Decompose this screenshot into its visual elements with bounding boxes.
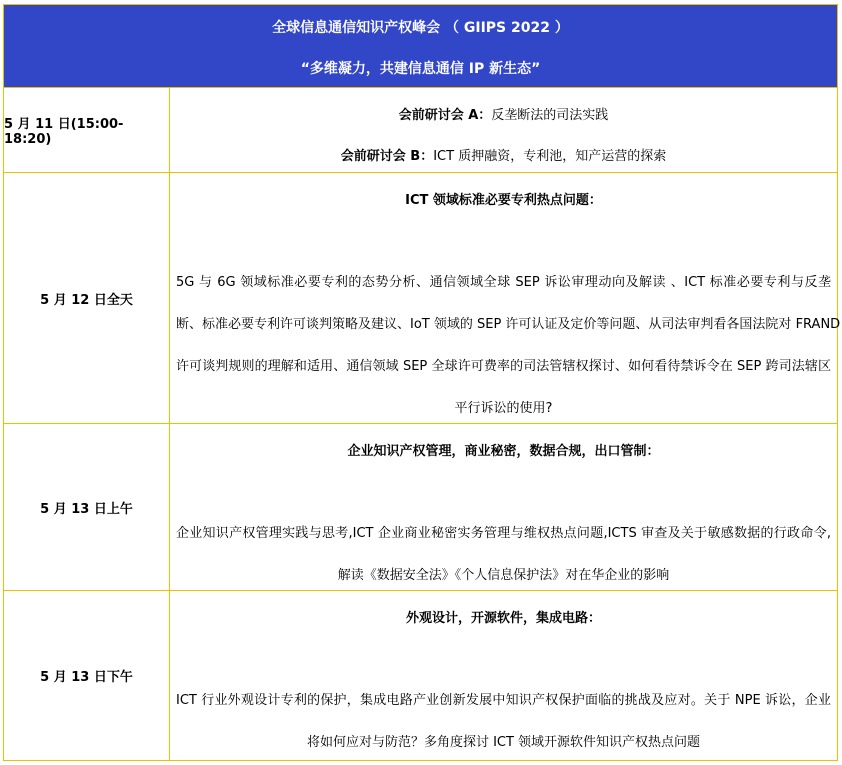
session-text-line: 解读《数据安全法》《个人信息保护法》对在华企业的影响 [337, 568, 670, 583]
date-cell: 5 月 13 日上午 [4, 424, 170, 590]
content-cell [170, 88, 837, 172]
session-text-line: 将如何应对与防范？多角度探讨 ICT 领域开源软件知识产权热点问题 [306, 735, 701, 750]
session-text-line: ICT 行业外观设计专利的保护，集成电路产业创新发展中知识产权保护面临的挑战及应对。关于 NPE 诉讼，企业 [176, 693, 831, 708]
table-header [4, 5, 837, 87]
seminar-a-label: 会前研讨会 A： [398, 108, 492, 123]
content-cell [170, 173, 841, 423]
session-text-line: 5G 与 6G 领域标准必要专利的态势分析、通信领域全球 SEP 诉讼审理动向及解读 、ICT 标准必要专利与反垄 [176, 275, 831, 290]
session-text-line: 断、标准必要专利许可谈判策略及建议、IoT 领域的 SEP 许可认证及定价等问题、从司法审判看各国法院对 FRAND [176, 317, 841, 332]
table-row [4, 590, 837, 760]
session-text-line: 许可谈判规则的理解和适用、通信领域 SEP 全球许可费率的司法管辖权探讨、如何看待禁诉令在 SEP 跨司法辖区 [176, 359, 831, 374]
table-row [4, 172, 841, 423]
table-row [4, 423, 837, 590]
session-heading: 外观设计，开源软件，集成电路： [405, 611, 601, 626]
content-cell [170, 424, 837, 590]
session-text-line: 企业知识产权管理实践与思考,ICT 企业商业秘密实务管理与维权热点问题,ICTS 审查及关于敏感数据的行政命令, [176, 526, 831, 541]
content-cell [170, 591, 837, 760]
date-cell: 5 月 11 日(15:00-18:20) [4, 88, 170, 172]
seminar-b-text: ICT 质押融资，专利池，知产运营的探索 [433, 149, 667, 164]
date-cell: 5 月 12 日全天 [4, 173, 170, 423]
agenda-table [3, 4, 841, 761]
seminar-b [170, 145, 837, 164]
seminar-b-label: 会前研讨会 B： [340, 149, 434, 164]
session-heading: 企业知识产权管理，商业秘密，数据合规，出口管制： [347, 444, 660, 459]
seminar-a-text: 反垄断法的司法实践 [491, 108, 609, 123]
seminar-a [170, 104, 837, 123]
session-heading: ICT 领域标准必要专利热点问题： [405, 193, 602, 208]
date-cell: 5 月 13 日下午 [4, 591, 170, 760]
session-text-line: 平行诉讼的使用? [454, 401, 553, 416]
summit-title: 全球信息通信知识产权峰会 （ GIIPS 2022 ） [272, 20, 569, 36]
summit-slogan: “多维凝力，共建信息通信 IP 新生态” [300, 61, 541, 77]
table-row [4, 87, 837, 172]
